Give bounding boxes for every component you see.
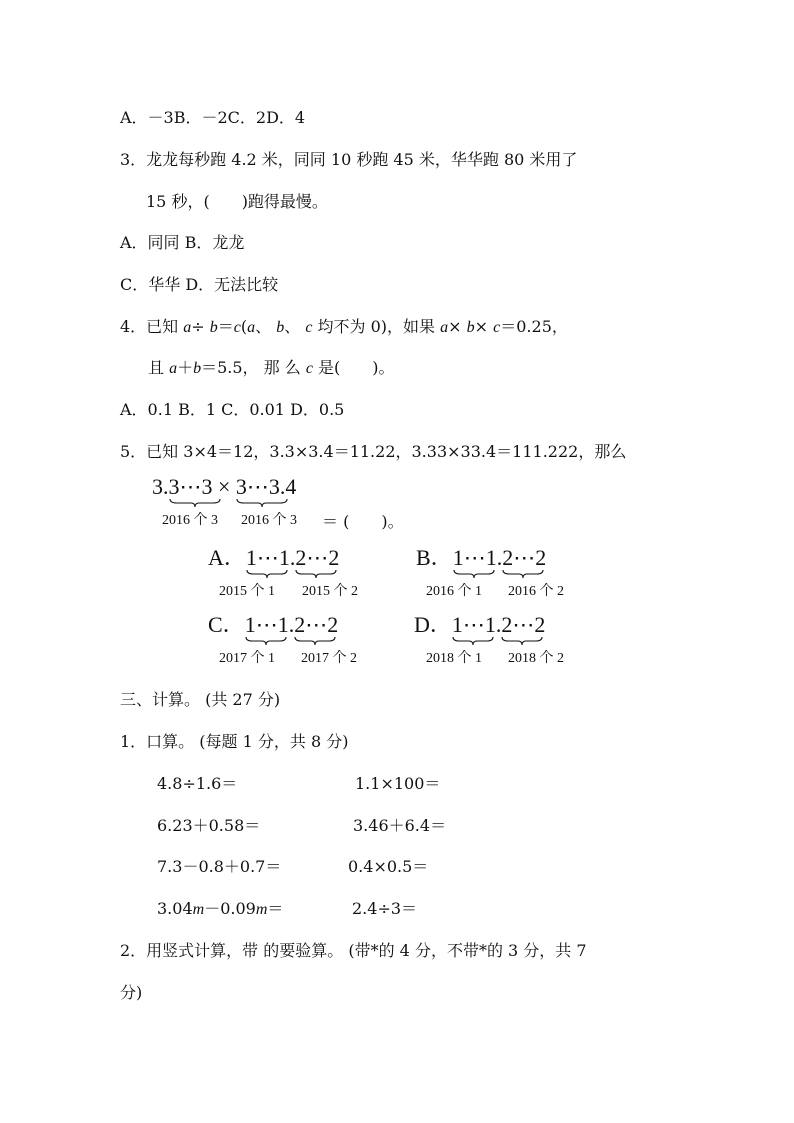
q5-tail: ＝ ( )。	[322, 512, 404, 531]
q5-caption-1: 2016 个 3	[162, 513, 218, 528]
q5-option-b: B．1⋯1 .2⋯2	[416, 545, 546, 571]
q5-option-d: D．1⋯1 .2⋯2	[414, 612, 545, 638]
underbrace-icon	[246, 569, 288, 579]
underbrace-icon	[453, 569, 495, 579]
oral-calc-right: 1.1×100＝	[355, 774, 441, 793]
section3-q2-line1: 2．用竖式计算，带 的要验算。 (带*的 4 分，不带*的 3 分，共 7	[120, 941, 587, 960]
q5-b-caption-2: 2016 个 2	[508, 584, 564, 599]
underbrace-icon	[501, 636, 543, 646]
q5-d-caption-1: 2018 个 1	[426, 651, 482, 666]
q4-options: A．0.1 B．1 C．0.01 D．0.5	[120, 400, 345, 419]
underbrace-icon	[236, 498, 288, 508]
q4-line1: 4．已知 a÷ b＝c(a、 b、 c 均不为 0)，如果 a× b× c＝0.25，	[120, 317, 568, 336]
underbrace-icon	[245, 636, 287, 646]
oral-calc-right: 2.4÷3＝	[352, 899, 418, 918]
q2-options: A．－3B．－2C．2D．4	[120, 108, 306, 127]
underbrace-icon	[295, 569, 337, 579]
q5-a-caption-1: 2015 个 1	[219, 584, 275, 599]
section3-q1-title: 1．口算。 (每题 1 分，共 8 分)	[120, 732, 349, 751]
underbrace-icon	[294, 636, 336, 646]
q5-c-caption-1: 2017 个 1	[219, 651, 275, 666]
oral-calc-right: 3.46＋6.4＝	[353, 816, 447, 835]
q5-caption-2: 2016 个 3	[241, 513, 297, 528]
section3-title: 三、计算。 (共 27 分)	[120, 690, 281, 709]
q5-b-caption-1: 2016 个 1	[426, 584, 482, 599]
q5-option-c: C．1⋯1 .2⋯2	[208, 612, 338, 638]
q3-options-cd: C．华华 D．无法比较	[120, 275, 279, 294]
q5-d-caption-2: 2018 个 2	[508, 651, 564, 666]
oral-calc-left: 3.04m－0.09m＝	[157, 899, 284, 918]
underbrace-icon	[169, 498, 221, 508]
section3-q2-line2: 分)	[120, 983, 143, 1002]
q5-a-caption-2: 2015 个 2	[302, 584, 358, 599]
q5-given-expression: 3.3⋯3 × 3⋯3 .4	[152, 474, 296, 500]
oral-calc-left: 4.8÷1.6＝	[157, 774, 238, 793]
brace-group-1: 3⋯3	[169, 474, 213, 500]
oral-calc-left: 7.3－0.8＋0.7＝	[157, 857, 282, 876]
oral-calc-left: 6.23＋0.58＝	[157, 816, 261, 835]
q3-line2: 15 秒，( )跑得最慢。	[146, 192, 328, 211]
q4-line2: 且 a＋b＝5.5， 那 么 c 是( )。	[148, 358, 395, 377]
oral-calc-right: 0.4×0.5＝	[348, 857, 429, 876]
brace-group-2: 3⋯3	[236, 474, 280, 500]
q5-option-a: A．1⋯1 .2⋯2	[208, 545, 339, 571]
q5-line1: 5．已知 3×4＝12，3.3×3.4＝11.22，3.33×33.4＝111.222，那么	[120, 442, 627, 461]
q5-c-caption-2: 2017 个 2	[301, 651, 357, 666]
underbrace-icon	[452, 636, 494, 646]
q3-options-ab: A．同同 B．龙龙	[120, 233, 245, 252]
q3-line1: 3．龙龙每秒跑 4.2 米，同同 10 秒跑 45 米，华华跑 80 米用了	[120, 150, 578, 169]
underbrace-icon	[502, 569, 544, 579]
